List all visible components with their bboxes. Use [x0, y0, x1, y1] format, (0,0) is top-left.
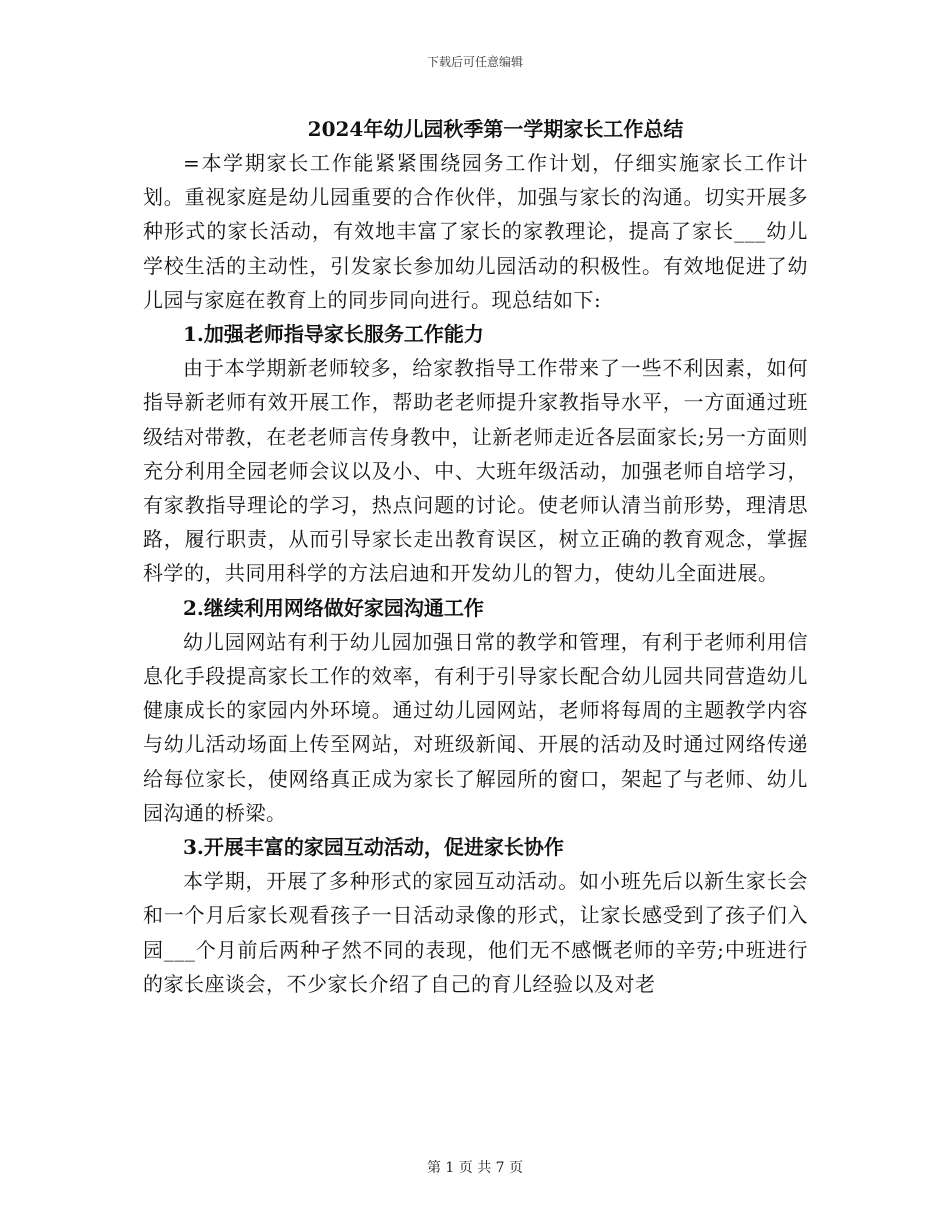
section-body-2: 幼儿园网站有利于幼儿园加强日常的教学和管理，有利于老师利用信息化手段提高家长工作的效率，有利于引导家长配合幼儿园共同营造幼儿健康成长的家园内外环境。通过幼儿园网站，老师将每周的主题教学内容与幼儿活动场面上传至网站，对班级新闻、开展的活动及时通过网络传递给每位家长，使网络真正成为家长了解园所的窗口，架起了与老师、幼儿园沟通的桥梁。	[143, 629, 808, 825]
document-title: 2024年幼儿园秋季第一学期家长工作总结	[307, 117, 684, 141]
section-body-1: 由于本学期新老师较多，给家教指导工作带来了一些不利因素，如何指导新老师有效开展工作，帮助老老师提升家教指导水平，一方面通过班级结对带教，在老老师言传身教中，让新老师走近各层面家长;另一方面则充分利用全园老师会议以及小、中、大班年级活动，加强老师自培学习，有家教指导理论的学习，热点问题的讨论。使老师认清当前形势，理清思路，履行职责，从而引导家长走出教育误区，树立正确的教育观念，掌握科学的，共同用科学的方法启迪和开发幼儿的智力，使幼儿全面进展。	[143, 356, 808, 586]
section-body-3: 本学期，开展了多种形式的家园互动活动。如小班先后以新生家长会和一个月后家长观看孩子一日活动录像的形式，让家长感受到了孩子们入园___个月前后两种孑然不同的表现，他们无不感慨老师的辛劳;中班进行的家长座谈会，不少家长介绍了自己的育儿经验以及对老	[143, 869, 808, 996]
page-header-note: 下载后可任意编辑	[426, 55, 523, 69]
intro-paragraph: =本学期家长工作能紧紧围绕园务工作计划，仔细实施家长工作计划。重视家庭是幼儿园重要的合作伙伴，加强与家长的沟通。切实开展多种形式的家长活动，有效地丰富了家长的家教理论，提高了家长___幼儿学校生活的主动性，引发家长参加幼儿园活动的积极性。有效地促进了幼儿园与家庭在教育上的同步同向进行。现总结如下:	[143, 151, 808, 312]
section-heading-2: 2.继续利用网络做好家园沟通工作	[183, 595, 484, 620]
section-heading-3: 3.开展丰富的家园互动活动，促进家长协作	[183, 835, 564, 860]
page-number: 第 1 页 共 7 页	[426, 1160, 524, 1176]
document-body	[143, 112, 808, 1001]
section-heading-1: 1.加强老师指导家长服务工作能力	[183, 322, 484, 347]
